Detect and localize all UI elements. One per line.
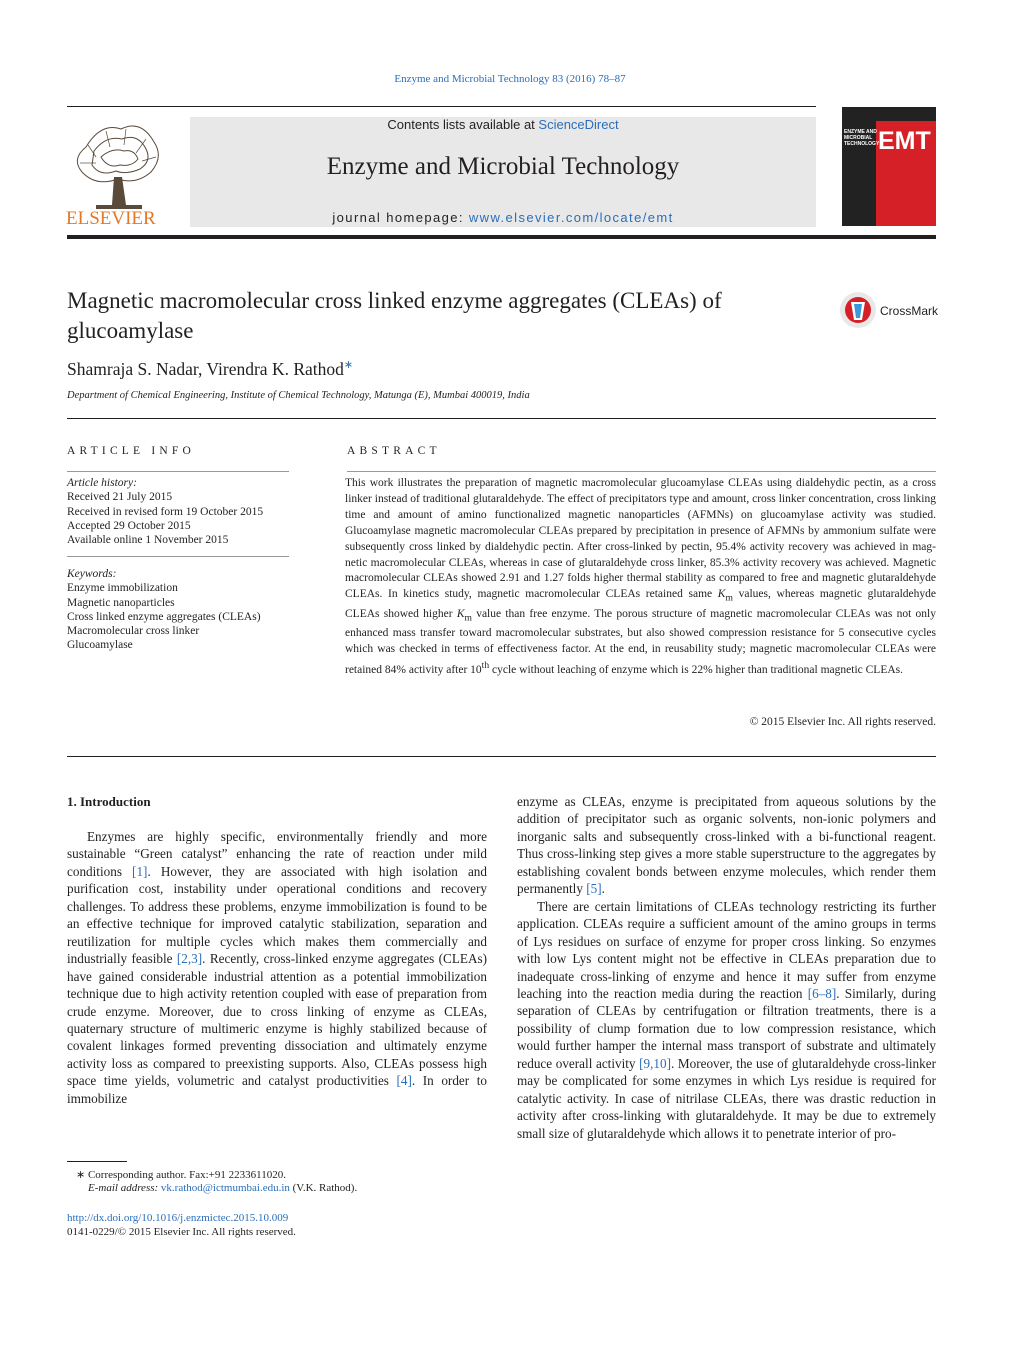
- email-suffix: (V.K. Rathod).: [289, 1182, 358, 1194]
- journal-homepage: [190, 210, 816, 225]
- abstract-heading: ABSTRACT: [347, 445, 441, 457]
- km-symbol: K: [717, 588, 726, 601]
- keyword-item: Enzyme immobilization: [67, 582, 178, 595]
- contents-prefix: Contents lists available at: [387, 117, 539, 132]
- keywords-label: Keywords:: [67, 568, 117, 580]
- affiliation: Department of Chemical Engineering, Institute of Chemical Technology, Matunga (E), Mumbai 400019, India: [67, 390, 530, 401]
- sciencedirect-link[interactable]: ScienceDirect: [538, 117, 619, 132]
- km-symbol: K: [456, 607, 465, 620]
- keyword-item: Macromolecular cross linker: [67, 625, 200, 638]
- citation-link[interactable]: [5]: [586, 881, 602, 897]
- citation-link[interactable]: [9,10]: [639, 1055, 671, 1071]
- keywords-divider: [67, 556, 289, 557]
- article-title: Magnetic macromolecular cross linked enzyme aggregates (CLEAs) of glucoamylase: [67, 288, 722, 343]
- cover-title: EMT: [878, 127, 931, 155]
- km-subscript: m: [464, 611, 472, 623]
- body-paragraph: There are certain limitations of CLEAs technology restricting its further application. CLEAs require a sufficient amount of the amino groups in terms of Lys residues on surface of enzyme for proper cross linking. So enzymes with low Lys content might not be effective in CLEAs preparation due to inadequate cross-linking of enzyme and hence it may suffer from enzyme leaching into the reaction media during the reaction [6–8]. Similarly, during separation of CLEAs by centrifugation or filtration treatments, there is a possibility of clump formation due to low compression resistance, which would further hamper the internal mass transport of substrate and ultimately reduce overall activity [9,10]. Moreover, the use of glutaraldehyde cross-linker may be complicated for some enzymes in which Lys residue is required for catalytic activity. In case of nitrilase CLEAs, there was drastic reduction in activity after cross-linking with glutaraldehyde. It may be due to extremely small size of glutaraldehyde which allows it to penetrate interior of pro-: [517, 898, 936, 1141]
- citation-link[interactable]: [1]: [132, 863, 148, 879]
- journal-reference-link[interactable]: Enzyme and Microbial Technology 83 (2016) 78–87: [394, 73, 626, 85]
- abstract-copyright: © 2015 Elsevier Inc. All rights reserved.: [749, 716, 936, 728]
- abstract-part: value than free enzyme. The porous structure of magnetic macromolecular CLEAs was not only enhanced mass transfer toward macromolecular substrates, but also showed compression resistance for 5 consecutive cycles which was checked in terms of effectiveness factor. At the end, in reusability study; magnetic macromolecular CLEAs were retained 84% activity after 10: [345, 607, 936, 676]
- body-column-left: [67, 828, 487, 1107]
- crossmark-badge[interactable]: [840, 290, 940, 330]
- footnote-divider: [67, 1161, 127, 1162]
- history-accepted: Accepted 29 October 2015: [67, 519, 191, 532]
- footnote-mark: ∗: [76, 1169, 86, 1181]
- keyword-item: Cross linked enzyme aggregates (CLEAs): [67, 610, 261, 623]
- email-footnote: [88, 1182, 357, 1194]
- citation-link[interactable]: [6–8]: [807, 985, 837, 1001]
- elsevier-tree-icon: [66, 117, 168, 227]
- issn-line: 0141-0229/© 2015 Elsevier Inc. All rights reserved.: [67, 1226, 296, 1238]
- crossmark-label: CrossMark: [880, 304, 939, 318]
- km-subscript: m: [725, 592, 733, 604]
- body-paragraph: enzyme as CLEAs, enzyme is precipitated from aqueous solutions by the addition of precipitator such as organic solvents, non-ionic polymers and inorganic salts and subsequently cross-linked with a bi-functional reagent. Thus cross-linking step gives a more stable superstructure to the aggregates by establishing covalent bonds between enzyme molecules, which render them permanently [5].: [517, 794, 936, 897]
- homepage-prefix: journal homepage:: [332, 210, 469, 225]
- affiliation-divider: [67, 418, 936, 419]
- keyword-item: Magnetic nanoparticles: [67, 596, 175, 609]
- abstract-part: cycle without leaching of enzyme which is 22% higher than traditional magnetic CLEAs.: [489, 663, 904, 676]
- keywords-list: [67, 567, 289, 653]
- history-online: Available online 1 November 2015: [67, 534, 229, 547]
- keyword-item: Glucoamylase: [67, 639, 133, 652]
- email-label: E-mail address:: [88, 1182, 161, 1194]
- cover-subtitle: ENZYME AND MICROBIAL TECHNOLOGY: [844, 129, 880, 147]
- corresponding-author-footnote: [76, 1168, 286, 1181]
- body-divider: [67, 756, 936, 757]
- corresponding-author-mark[interactable]: ∗: [343, 359, 354, 371]
- contents-line: [190, 117, 816, 132]
- body-column-right: [517, 793, 936, 1142]
- authors-names: Shamraja S. Nadar, Virendra K. Rathod: [67, 358, 344, 379]
- body-paragraph: Enzymes are highly specific, environmentally friendly and more sustainable “Green catalyst” enhancing the rate of reaction under mild conditions [1]. However, they are associated with high isolation and purification cost, instability under operational conditions and recovery challenges. To address these problems, enzyme immobilization is found to be an effective technique for improved catalytic stabilization, separation and reutilization for multiple cycles which makes them commercially and industrially feasible [2,3]. Recently, cross-linked enzyme aggregates (CLEAs) have gained considerable industrial attention as a potential immobilization technique due to high activity retention coupled with ease of preparation from crude enzyme. Moreover, due to cross linking of enzyme as CLEAs, quaternary structure of multimeric enzyme is highly stabilized because of covalent linkages formed preventing dissociation and ultimately enzyme activity loss as compared to preexisting supports. Also, CLEAs possess high space time yields, volumetric and catalyst productivities [4]. In order to immobilize: [67, 829, 487, 1106]
- history-label: Article history:: [67, 477, 137, 489]
- article-history: [67, 476, 289, 547]
- crossmark-icon: [840, 290, 940, 330]
- citation-link[interactable]: [2,3]: [176, 951, 203, 967]
- elsevier-logo: [66, 117, 168, 227]
- history-revised: Received in revised form 19 October 2015: [67, 505, 264, 518]
- elsevier-wordmark: ELSEVIER: [66, 208, 156, 227]
- doi-link[interactable]: http://dx.doi.org/10.1016/j.enzmictec.2015.10.009: [67, 1212, 289, 1224]
- abstract-part: This work illustrates the preparation of magnetic macromolecular glucoamylase CLEAs using dialdehydic pectin, as a cross linker instead of traditional glutaraldehyde. The effect of precipitators type and amount, cross linker concentration, cross linking time and amount of amino functionalized magnetic nanoparticles (AFMNs) on glucoamylase activity was studied. Glucoamylase magnetic macromolecular CLEAs prepared by precipitation in presence of AFMNs by ammonium sulfate were subsequently cross linked by dialdehydic pectin. After cross-linked by pectin, 95.4% activity recovery was achieved in magnetic macromolecular CLEAs, whereas in case of glutaraldehyde cross linker, 85.3% activity recovery was achieved. Magnetic macromolecular CLEAs showed 2.91 and 1.27 folds higher thermal stability as compared to free and magnetic glutaraldehyde CLEAs. In kinetics study, magnetic macromolecular CLEAs retained same: [345, 477, 936, 601]
- history-received: Received 21 July 2015: [67, 491, 173, 504]
- author-list: [67, 358, 353, 380]
- abstract-part: values, whereas magnetic glutaraldehyde CLEAs showed higher: [345, 588, 936, 620]
- header-thick-divider: [67, 235, 936, 239]
- header-divider: [67, 106, 816, 107]
- homepage-link[interactable]: www.elsevier.com/locate/emt: [468, 210, 674, 225]
- ordinal-superscript: th: [481, 659, 490, 671]
- journal-cover-thumbnail[interactable]: [842, 107, 936, 226]
- article-info-divider: [67, 471, 289, 472]
- article-info-heading: ARTICLE INFO: [67, 445, 195, 457]
- journal-title: Enzyme and Microbial Technology: [326, 153, 680, 180]
- citation-link[interactable]: [4]: [396, 1073, 412, 1089]
- abstract-divider: [347, 471, 936, 472]
- footnote-text: Corresponding author. Fax:+91 2233611020.: [85, 1169, 286, 1181]
- abstract-text: [345, 476, 936, 678]
- email-link[interactable]: vk.rathod@ictmumbai.edu.in: [160, 1182, 290, 1194]
- section-title-introduction: 1. Introduction: [67, 794, 151, 809]
